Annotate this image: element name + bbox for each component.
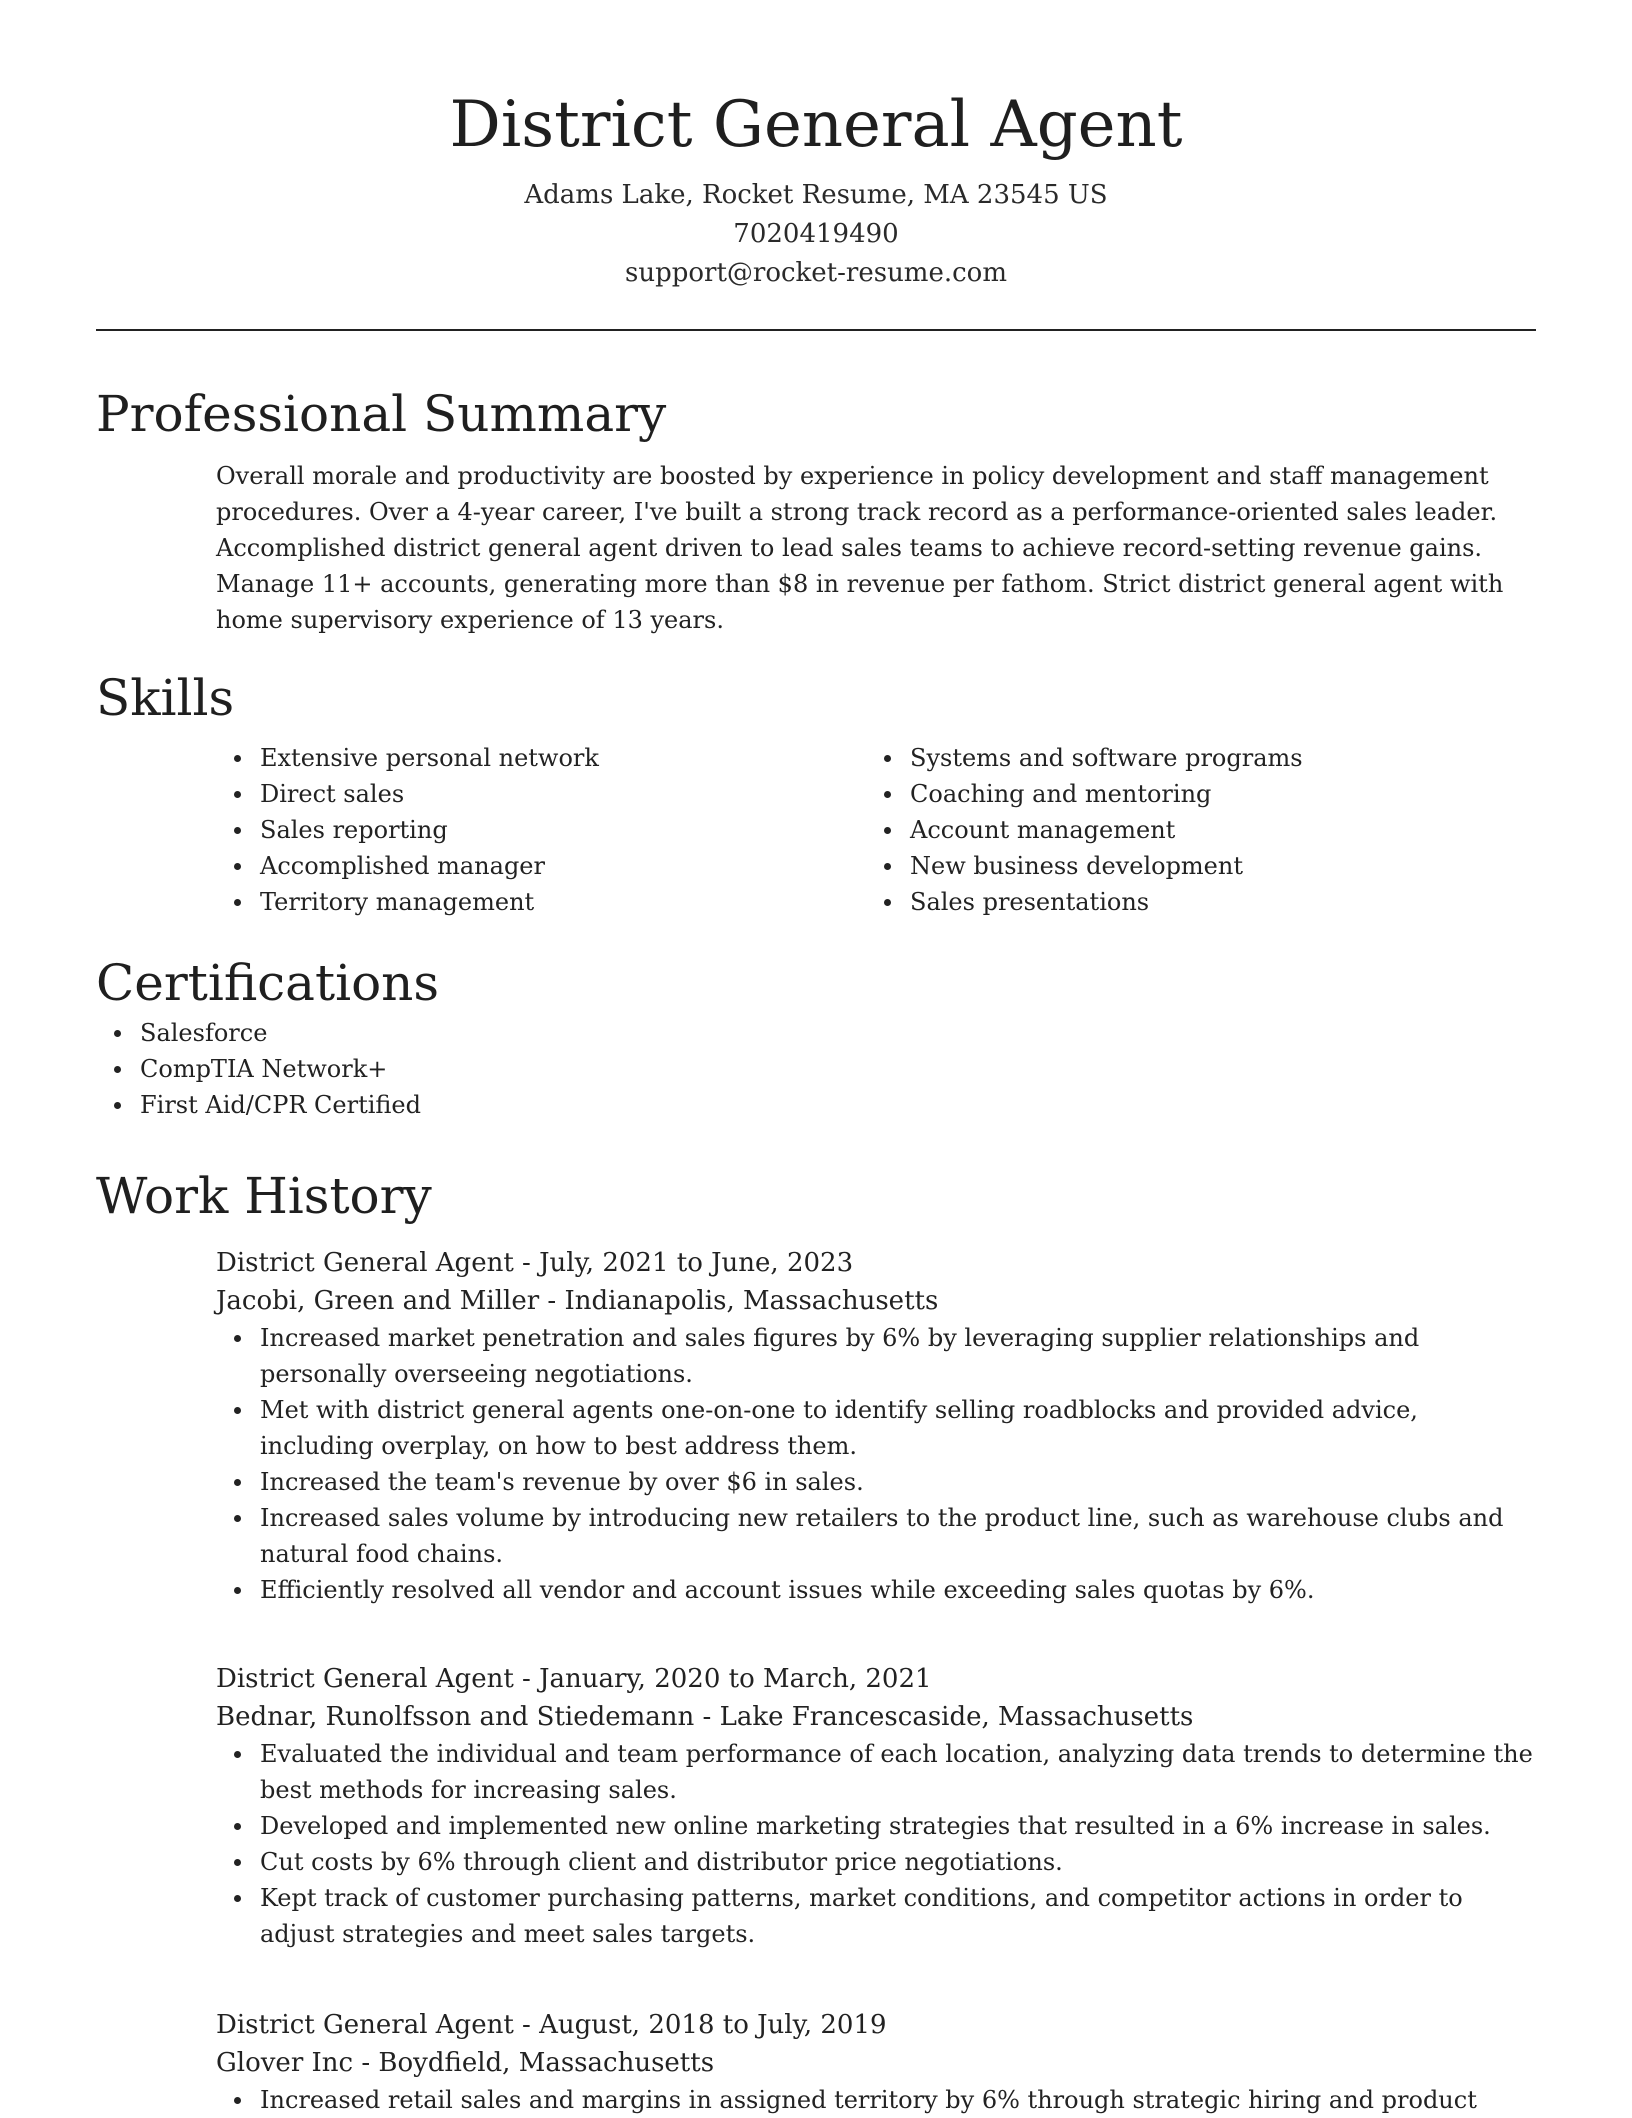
- skill-item: New business development: [866, 848, 1516, 884]
- skill-item: Sales presentations: [866, 884, 1516, 920]
- job-company-line: Jacobi, Green and Miller - Indianapolis, Massachusetts: [216, 1286, 939, 1316]
- skills-right-list: [866, 740, 1516, 920]
- certifications-heading: Certifications: [96, 954, 440, 1012]
- job-entry: [216, 1660, 1632, 1952]
- summary-section: [96, 382, 1536, 638]
- job-bullet: Increased retail sales and margins in assigned territory by 6% through strategic hiring and product: [216, 2082, 1536, 2118]
- email: support@rocket-resume.com: [624, 258, 1007, 288]
- job-bullet: Increased sales volume by introducing new retailers to the product line, such as warehouse clubs and natural food chains.: [216, 1500, 1536, 1572]
- job-company-line: Bednar, Runolfsson and Stiedemann - Lake Francescaside, Massachusetts: [216, 1702, 1194, 1732]
- address: Adams Lake, Rocket Resume, MA 23545 US: [524, 180, 1108, 210]
- job-bullet: Met with district general agents one-on-one to identify selling roadblocks and provided advice, including overplay, on how to best address them.: [216, 1392, 1536, 1464]
- skill-item: Coaching and mentoring: [866, 776, 1516, 812]
- job-company-line: Glover Inc - Boydfield, Massachusetts: [216, 2048, 715, 2078]
- candidate-name: District General Agent: [449, 88, 1183, 162]
- skill-item: Sales reporting: [216, 812, 866, 848]
- skill-item: Direct sales: [216, 776, 866, 812]
- work-history-section: [96, 1164, 1536, 1228]
- skills-left-list: [216, 740, 866, 920]
- phone: 7020419490: [733, 219, 899, 249]
- job-bullet: Cut costs by 6% through client and distributor price negotiations.: [216, 1844, 1536, 1880]
- resume-header: [96, 0, 1536, 331]
- skills-section: [96, 666, 1536, 920]
- job-bullet: Increased market penetration and sales figures by 6% by leveraging supplier relationships and personally overseeing negotiations.: [216, 1320, 1536, 1392]
- job-bullet: Increased the team's revenue by over $6 in sales.: [216, 1464, 1536, 1500]
- certification-item: First Aid/CPR Certified: [96, 1087, 1536, 1123]
- skill-item: Account management: [866, 812, 1516, 848]
- job-bullet: Kept track of customer purchasing patterns, market conditions, and competitor actions in order to adjust strategies and meet sales targets.: [216, 1880, 1536, 1952]
- resume-page: [96, 0, 1536, 2114]
- certifications-section: [96, 951, 1536, 1123]
- certification-item: CompTIA Network+: [96, 1051, 1536, 1087]
- job-bullets: [216, 1320, 1536, 1608]
- skill-item: Territory management: [216, 884, 866, 920]
- job-title-line: District General Agent - August, 2018 to July, 2019: [216, 2010, 887, 2040]
- job-bullet: Efficiently resolved all vendor and account issues while exceeding sales quotas by 6%.: [216, 1572, 1536, 1608]
- certification-item: Salesforce: [96, 1015, 1536, 1051]
- job-title-line: District General Agent - July, 2021 to June, 2023: [216, 1248, 854, 1278]
- job-bullet: Developed and implemented new online marketing strategies that resulted in a 6% increase in sales.: [216, 1808, 1536, 1844]
- skills-heading: Skills: [96, 669, 235, 727]
- summary-heading: Professional Summary: [96, 385, 667, 443]
- job-entry: [216, 2006, 1632, 2118]
- job-bullet: Evaluated the individual and team performance of each location, analyzing data trends to determine the best methods for increasing sales.: [216, 1736, 1536, 1808]
- skills-columns: [216, 740, 1536, 920]
- job-bullets: [216, 1736, 1536, 1952]
- job-bullets: [216, 2082, 1536, 2118]
- certifications-list: [96, 1015, 1536, 1123]
- contact-info: [96, 176, 1536, 293]
- job-entry: [216, 1244, 1632, 1608]
- work-history-heading: Work History: [96, 1167, 432, 1225]
- skill-item: Accomplished manager: [216, 848, 866, 884]
- job-title-line: District General Agent - January, 2020 to March, 2021: [216, 1664, 932, 1694]
- header-divider: [96, 329, 1536, 331]
- summary-text: Overall morale and productivity are boosted by experience in policy development and staff management procedures. Over a 4-year career, I've built a strong track record as a performance-oriented sales leader. Accomplished district general agent driven to lead sales teams to achieve record-setting revenue gains. Manage 11+ accounts, generating more than $8 in revenue per fathom. Strict district general agent with home supervisory experience of 13 years.: [216, 462, 1504, 634]
- skill-item: Systems and software programs: [866, 740, 1516, 776]
- skill-item: Extensive personal network: [216, 740, 866, 776]
